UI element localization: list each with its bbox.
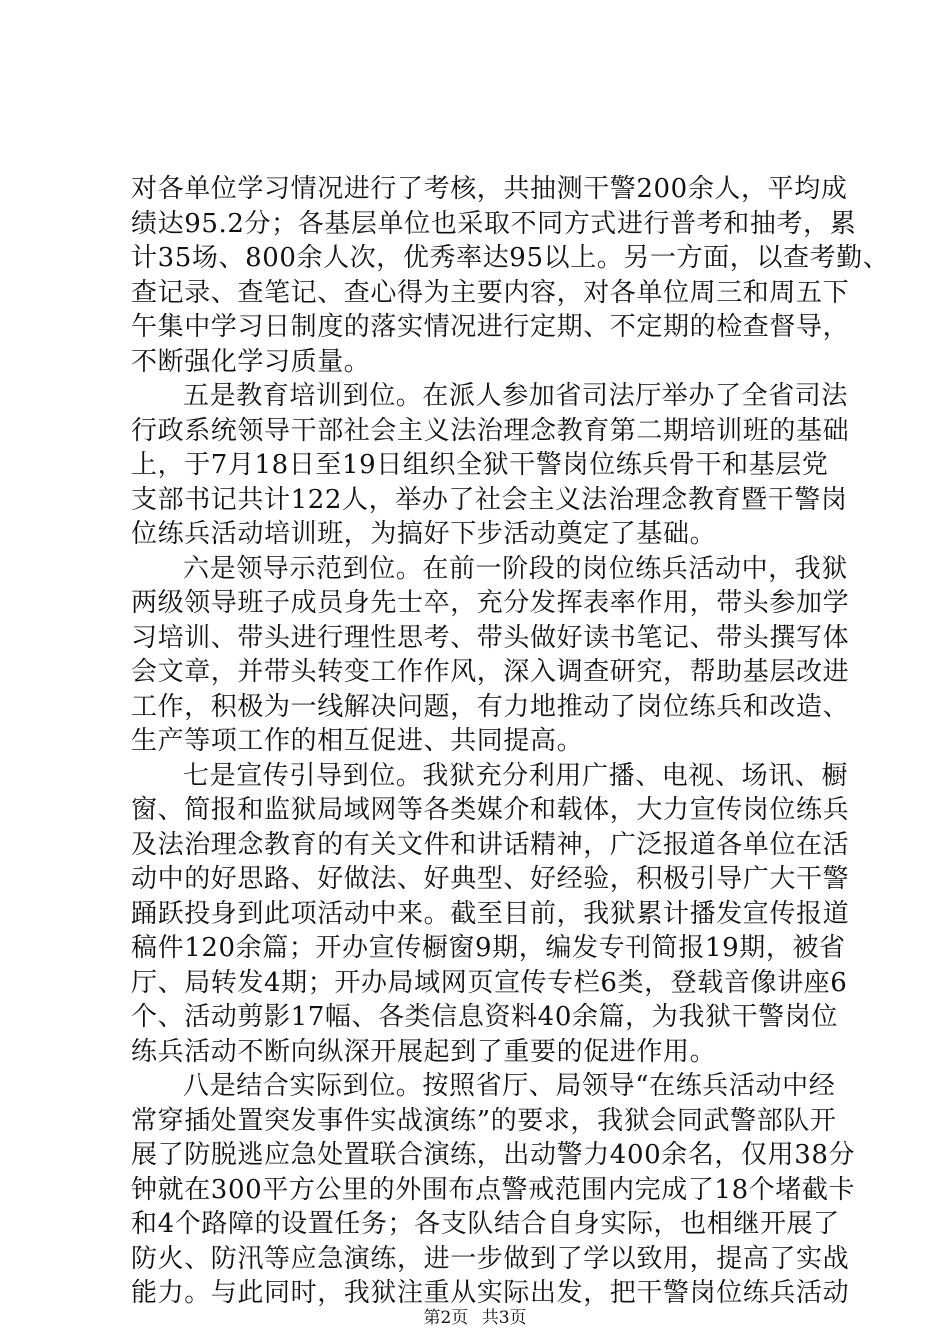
paragraph-first-line: 五是教育培训到位。在派人参加省司法厅举办了全省司法 (183, 381, 849, 411)
text-line: 常穿插处置突发事件实战演练”的要求，我狱会同武警部队开 (131, 1105, 837, 1136)
text-line: 不断强化学习质量。 (131, 346, 371, 377)
text-line: 查记录、查笔记、查心得为主要内容，对各单位周三和周五下 (131, 277, 850, 308)
page-footer (0, 1303, 950, 1328)
text-line: 工作，积极为一线解决问题，有力地推动了岗位练兵和改造、 (131, 691, 850, 722)
text-line: 生产等项工作的相互促进、共同提高。 (131, 726, 584, 756)
page-total: 共3页 (481, 1308, 527, 1328)
text-line: 习培训、带头进行理性思考、带头做好读书笔记、带头撰写体 (131, 622, 850, 653)
text-line: 绩达95.2分；各基层单位也采取不同方式进行普考和抽考，累 (131, 208, 857, 239)
text-line: 两级领导班子成员身先士卒，充分发挥表率作用，带头参加学 (131, 588, 850, 618)
paragraph-first-line: 七是宣传引导到位。我狱充分利用广播、电视、场讯、橱 (183, 760, 849, 791)
text-line: 计35场、800余人次，优秀率达95以上。另一方面，以查考勤、 (131, 243, 890, 273)
text-line: 会文章，并带头转变工作作风，深入调查研究，帮助基层改进 (131, 657, 850, 687)
text-line: 防火、防汛等应急演练，进一步做到了学以致用，提高了实战 (131, 1243, 850, 1274)
text-line: 展了防脱逃应急处置联合演练，出动警力400余名，仅用38分 (131, 1140, 856, 1170)
text-line: 踊跃投身到此项活动中来。截至目前，我狱累计播发宣传报道 (131, 898, 850, 929)
paragraph-first-line: 八是结合实际到位。按照省厅、局领导“在练兵活动中经 (183, 1071, 836, 1101)
paragraph-first-line: 六是领导示范到位。在前一阶段的岗位练兵活动中，我狱 (183, 553, 849, 584)
text-line: 上，于7月18日至19日组织全狱干警岗位练兵骨干和基层党 (131, 450, 829, 480)
text-line: 厅、局转发4期；开办局域网页宣传专栏6类，登载音像讲座6 (131, 967, 848, 998)
text-line: 窗、简报和监狱局域网等各类媒介和载体，大力宣传岗位练兵 (131, 795, 850, 825)
text-line: 位练兵活动培训班，为搞好下步活动奠定了基础。 (131, 519, 717, 549)
text-line: 练兵活动不断向纵深开展起到了重要的促进作用。 (131, 1036, 717, 1067)
text-line: 稿件120余篇；开办宣传橱窗9期，编发专刊简报19期，被省 (131, 933, 846, 963)
text-line: 行政系统领导干部社会主义法治理念教育第二期培训班的基础 (131, 415, 850, 446)
text-line: 动中的好思路、好做法、好典型、好经验，积极引导广大干警 (131, 864, 850, 894)
page-number: 第2页 (423, 1308, 469, 1328)
text-line: 和4个路障的设置任务；各支队结合自身实际，也相继开展了 (131, 1209, 840, 1239)
text-line: 个、活动剪影17幅、各类信息资料40余篇，为我狱干警岗位 (131, 1002, 838, 1032)
text-line: 午集中学习日制度的落实情况进行定期、不定期的检查督导， (131, 312, 850, 342)
text-line: 及法治理念教育的有关文件和讲话精神，广泛报道各单位在活 (131, 829, 850, 860)
text-line: 对各单位学习情况进行了考核，共抽测干警200余人，平均成 (131, 174, 848, 204)
text-line: 支部书记共计122人，举办了社会主义法治理念教育暨干警岗 (131, 484, 848, 515)
text-line: 能力。与此同时，我狱注重从实际出发，把干警岗位练兵活动 (131, 1278, 850, 1308)
document-body (131, 172, 890, 1311)
text-line: 钟就在300平方公里的外围布点警戒范围内完成了18个堵截卡 (131, 1174, 856, 1205)
